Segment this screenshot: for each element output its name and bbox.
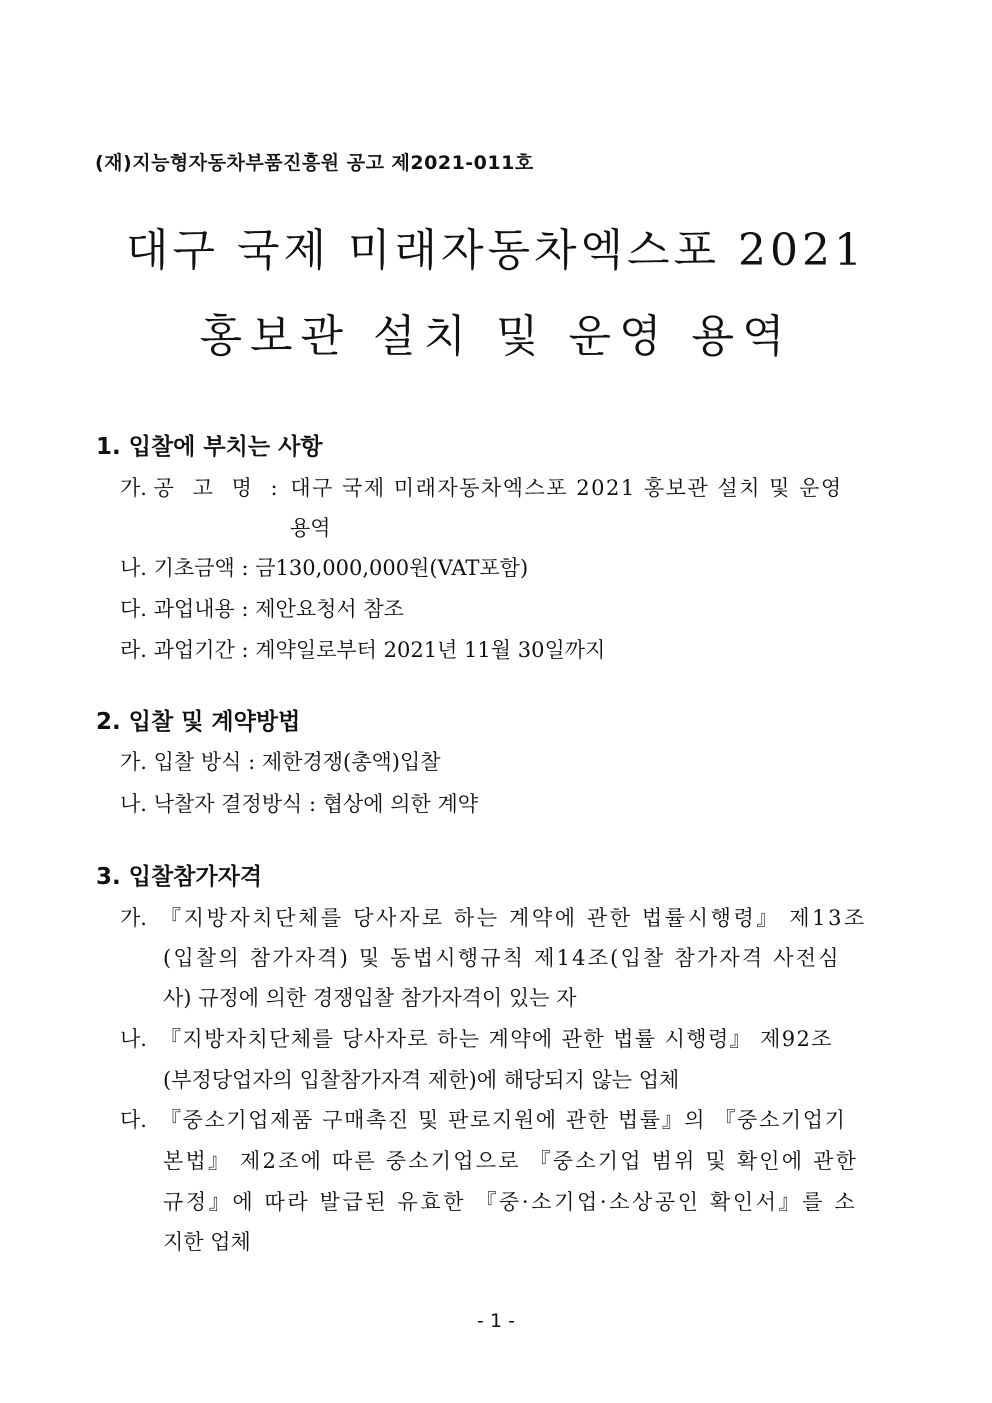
- section-1-heading: 1. 입찰에 부치는 사항: [96, 434, 323, 460]
- item-marker: 다.: [120, 597, 147, 621]
- section-3-item-a-line-3: 사) 규정에 의한 경쟁입찰 참가자격이 있는 자: [163, 986, 577, 1010]
- notice-number: (재)지능형자동차부품진흥원 공고 제2021-011호: [95, 152, 534, 174]
- section-3-item-b-line-2: (부정당업자의 입찰참가자격 제한)에 해당되지 않는 업체: [163, 1068, 680, 1092]
- section-3-item-c-line-1: 『중소기업제품 구매촉진 및 판로지원에 관한 법률』의 『중소기업기: [160, 1108, 847, 1132]
- section-3-item-c-line-3: 규정』에 따라 발급된 유효한 『중·소기업·소상공인 확인서』를 소: [163, 1190, 858, 1214]
- item-marker: 나.: [120, 556, 147, 580]
- item-value: 제안요청서 참조: [255, 597, 404, 621]
- item-label: 과업내용 :: [153, 597, 249, 621]
- section-3-item-b-line-1: 『지방자치단체를 당사자로 하는 계약에 관한 법률 시행령』 제92조: [160, 1027, 833, 1051]
- section-3-item-c-line-2: 본법』 제2조에 따른 중소기업으로 『중소기업 범위 및 확인에 관한: [163, 1149, 859, 1173]
- section-2-item-a: 가. 입찰 방식 : 제한경쟁(총액)입찰: [120, 750, 441, 774]
- item-marker: 라.: [120, 638, 147, 662]
- section-3-item-a-marker: 가.: [120, 906, 147, 930]
- document-title-line-1: 대구 국제 미래자동차엑스포 2021: [126, 225, 866, 276]
- document-title-line-2: 홍보관 설치 및 운영 용역: [199, 311, 793, 362]
- section-1-item-b: [120, 552, 528, 582]
- section-3-heading: 3. 입찰참가자격: [96, 864, 263, 890]
- section-1-item-c: [120, 593, 404, 623]
- item-marker: 가.: [120, 476, 147, 500]
- page-number: - 1 -: [477, 1310, 515, 1332]
- section-3-item-b-marker: 나.: [120, 1027, 147, 1051]
- section-2-item-b: 나. 낙찰자 결정방식 : 협상에 의한 계약: [120, 792, 479, 816]
- item-value: 금130,000,000원(VAT포함): [255, 556, 529, 580]
- section-3-item-c-marker: 다.: [120, 1108, 147, 1132]
- item-value: 계약일로부터 2021년 11월 30일까지: [255, 638, 606, 662]
- section-1-item-d: [120, 634, 605, 664]
- section-2-heading: 2. 입찰 및 계약방법: [96, 709, 301, 735]
- item-value: 대구 국제 미래자동차엑스포 2021 홍보관 설치 및 운영: [290, 476, 843, 500]
- item-label: 과업기간 :: [153, 638, 249, 662]
- section-1-item-a: [120, 472, 896, 502]
- item-label: 공 고 명 :: [153, 476, 284, 500]
- item-label: 기초금액 :: [153, 556, 249, 580]
- section-1-item-a-continuation: 용역: [290, 516, 331, 540]
- section-3-item-a-line-2: (입찰의 참가자격) 및 동법시행규칙 제14조(입찰 참가자격 사전심: [163, 946, 841, 970]
- section-3-item-c-line-4: 지한 업체: [163, 1230, 251, 1254]
- section-3-item-a-line-1: 『지방자치단체를 당사자로 하는 계약에 관한 법률시행령』 제13조: [160, 906, 867, 930]
